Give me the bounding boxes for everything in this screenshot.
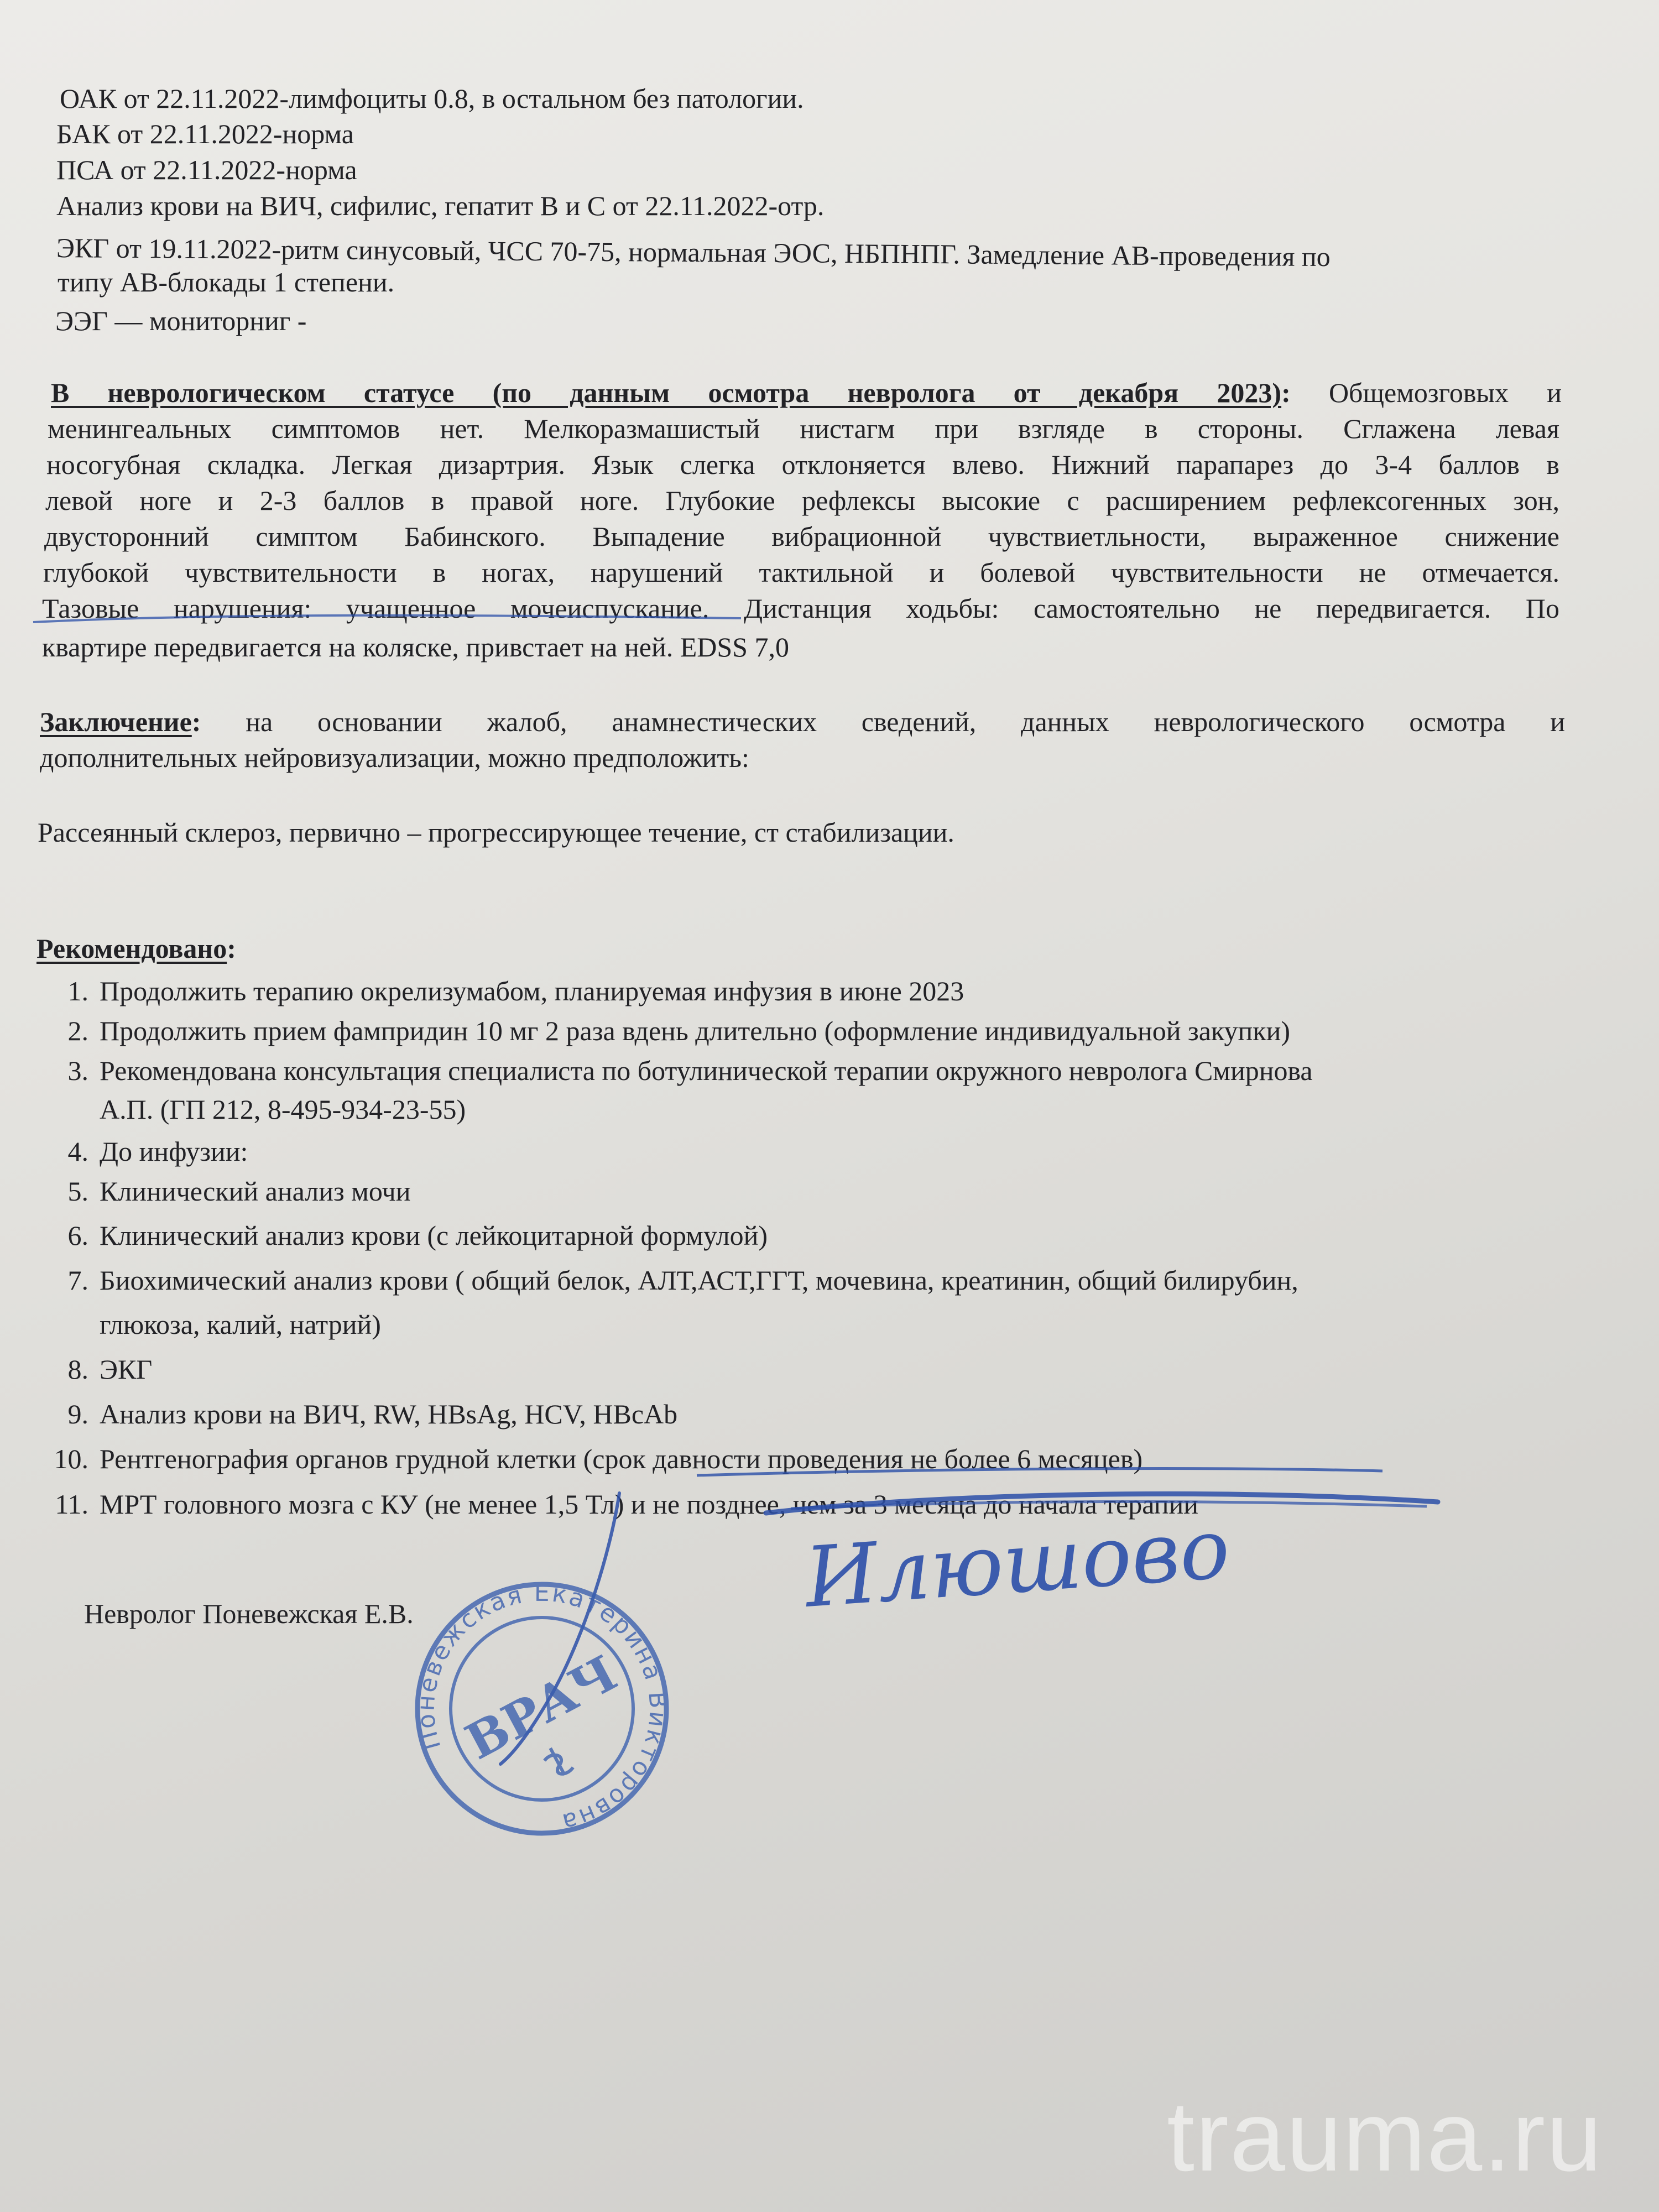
neuro-heading-colon: : (1281, 377, 1291, 408)
lab-line-oak: ОАК от 22.11.2022-лимфоциты 0.8, в остальном без патологии. (60, 83, 804, 114)
handwritten-signature: Илюшово (802, 1500, 1233, 1626)
neuro-line-4: левой ноге и 2-3 баллов в правой ноге. Глубокие рефлексы высокие с расширением рефлексогенных зон, (45, 485, 1559, 516)
list-item-text: До инфузии: (100, 1136, 248, 1167)
lab-line-hiv: Анализ крови на ВИЧ, сифилис, гепатит В и С от 22.11.2022-отр. (56, 190, 825, 221)
lab-line-psa: ПСА от 22.11.2022-норма (56, 154, 357, 185)
stamp-center-word: ВРАЧ (456, 1644, 627, 1771)
list-item-text: Анализ крови на ВИЧ, RW, HBsAg, HCV, HBcAb (100, 1399, 678, 1430)
watermark: trauma.ru (1167, 2081, 1603, 2192)
list-item-number: 9. (67, 1399, 88, 1430)
conclusion-line-1 (40, 705, 1565, 738)
recommended-colon: : (227, 933, 236, 964)
conclusion-label: Заключение (40, 706, 192, 737)
list-item-text: Рекомендована консультация специалиста по ботулинической терапии окружного невролога Смирнова (100, 1055, 1313, 1086)
conclusion-line-2: дополнительных нейровизуализации, можно предположить: (40, 742, 749, 773)
list-item-number: 11. (55, 1489, 88, 1520)
list-item-text: Клинический анализ крови (с лейкоцитарной формулой) (100, 1220, 768, 1251)
doctor-stamp (367, 1533, 718, 1885)
recommended-label: Рекомендовано (36, 933, 227, 964)
neuro-line-7: Тазовые нарушения: учащенное мочеиспускание. Дистанция ходьбы: самостоятельно не передвигается. По (42, 593, 1559, 624)
list-item-number: 8. (67, 1354, 88, 1385)
lab-line-ekg-2: типу АВ-блокады 1 степени. (58, 267, 395, 298)
list-item-text: Рентгенография органов грудной клетки (срок давности проведения не более 6 месяцев) (100, 1443, 1143, 1474)
list-item-text: А.П. (ГП 212, 8-495-934-23-55) (100, 1094, 466, 1125)
neuro-line-5: двусторонний симптом Бабинского. Выпадение вибрационной чувствиетльности, выраженное снижение (44, 521, 1559, 552)
lab-line-bak: БАК от 22.11.2022-норма (56, 118, 354, 149)
caduceus-icon (541, 1743, 575, 1780)
list-item-text: глюкоза, калий, натрий) (100, 1309, 381, 1340)
pen-stroke (500, 1493, 619, 1764)
conclusion-colon: : (191, 706, 201, 737)
neuro-heading-line (51, 376, 1562, 409)
neuro-line-6: глубокой чувствительности в ногах, нарушений тактильной и болевой чувствительности не отмечается. (43, 557, 1559, 588)
list-item-number: 10. (54, 1443, 88, 1474)
list-item-text: Продолжить прием фампридин 10 мг 2 раза вдень длительно (оформление индивидуальной закупки) (100, 1015, 1290, 1046)
list-item-number: 1. (67, 975, 88, 1006)
diagnosis-line: Рассеянный склероз, первично – прогрессирующее течение, ст стабилизации. (38, 817, 954, 848)
list-item-text: Продолжить терапию окрелизумабом, планируемая инфузия в июне 2023 (100, 975, 964, 1006)
list-item-number: 3. (67, 1055, 88, 1086)
stamp-inner-ring (419, 1585, 665, 1832)
lab-line-eeg: ЭЭГ — мониторниг - (55, 305, 307, 336)
neuro-line1-rest: Общемозговых и (1328, 377, 1562, 408)
list-item-number: 7. (67, 1265, 88, 1296)
list-item-number: 4. (67, 1136, 88, 1167)
lab-line-ekg-1: ЭКГ от 19.11.2022-ритм синусовый, ЧСС 70-75, нормальная ЭОС, НБПНПГ. Замедление АВ-проведения по (56, 232, 1331, 273)
list-item-number: 6. (67, 1220, 88, 1251)
stamp-ring-text: Поневежская Екатерина Викторовна (411, 1578, 672, 1837)
neuro-line-3: носогубная складка. Легкая дизартрия. Язык слегка отклоняется влево. Нижний парапарез до 3-4 баллов в (46, 449, 1559, 480)
list-item-text: МРТ головного мозга с КУ (не менее 1,5 Тл) и не позднее, чем за 3 месяца до начала терапии (100, 1489, 1199, 1520)
neuro-line-2: менингеальных симптомов нет. Мелкоразмашистый нистагм при взгляде в стороны. Сглажена левая (48, 413, 1559, 444)
conclusion-line1-rest: на основании жалоб, анамнестических сведений, данных неврологического осмотра и (246, 706, 1565, 737)
list-item-number: 2. (67, 1015, 88, 1046)
list-item-text: Биохимический анализ крови ( общий белок, АЛТ,АСТ,ГГТ, мочевина, креатинин, общий билирубин, (100, 1265, 1298, 1296)
stamp-outer-ring (374, 1541, 711, 1877)
recommended-heading-line (36, 932, 236, 965)
doctor-signature-line: Невролог Поневежская Е.В. (84, 1598, 414, 1629)
list-item-text: ЭКГ (100, 1354, 153, 1385)
neuro-heading: В неврологическом статусе (по данным осмотра невролога от декабря 2023) (51, 377, 1282, 408)
list-item-number: 5. (67, 1176, 88, 1207)
list-item-text: Клинический анализ мочи (100, 1176, 411, 1207)
neuro-line-8: квартире передвигается на коляске, привстает на ней. EDSS 7,0 (42, 632, 789, 662)
